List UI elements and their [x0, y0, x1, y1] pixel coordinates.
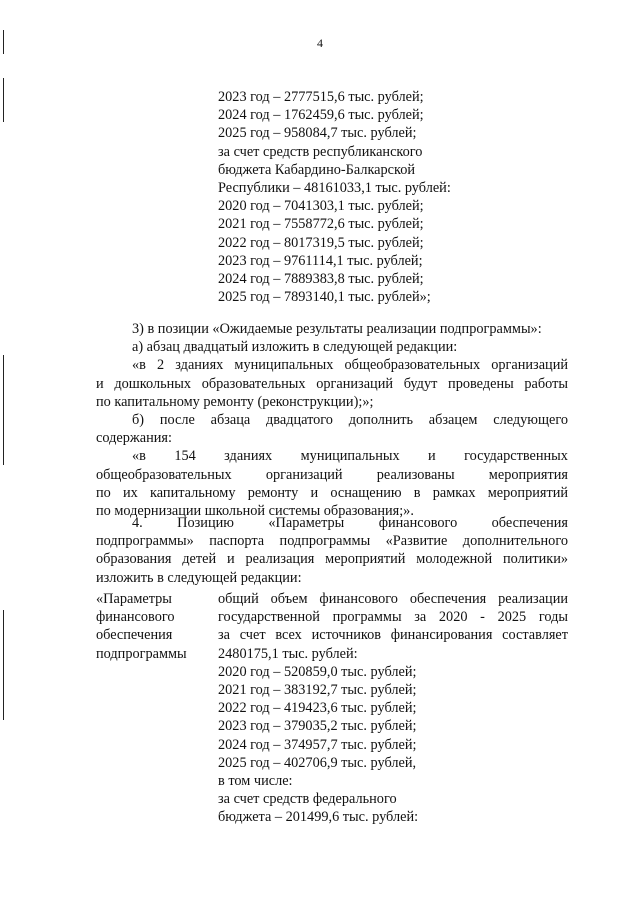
value-line: государственной программы за 2020 - 2025 годы: [218, 609, 568, 626]
word: и: [428, 448, 436, 465]
quote-line: по модернизации школьной системы образования;».: [96, 503, 414, 520]
text-line: подпрограммы» паспорта подпрограммы «Развитие дополнительного: [96, 533, 568, 550]
word: общеобразовательных: [96, 466, 232, 483]
item-4-first-line: [96, 514, 568, 532]
text-line: 2025 год – 958084,7 тыс. рублей;: [218, 125, 417, 142]
value-line: 2025 год – 402706,9 тыс. рублей,: [218, 754, 417, 771]
label-line: подпрограммы: [96, 645, 187, 662]
word: Позицию: [177, 515, 234, 531]
text-line: 2020 год – 7041303,1 тыс. рублей;: [218, 198, 424, 215]
quote-line: «в 2 зданиях муниципальных общеобразовательных организаций: [132, 357, 568, 374]
word: организаций: [265, 466, 343, 483]
page-number: 4: [317, 36, 323, 50]
word: «в: [132, 448, 146, 465]
word: 154: [174, 448, 196, 465]
quote-line-spread: [96, 466, 568, 484]
word: реализованы: [376, 466, 455, 483]
text-line: 2025 год – 7893140,1 тыс. рублей»;: [218, 289, 431, 306]
label-line: «Параметры: [96, 591, 172, 607]
word: государственных: [464, 448, 568, 465]
value-line: 2480175,1 тыс. рублей:: [218, 645, 358, 662]
value-line: 2020 год – 520859,0 тыс. рублей;: [218, 663, 417, 680]
text-line: 2023 год – 2777515,6 тыс. рублей;: [218, 89, 424, 105]
value-line: 2021 год – 383192,7 тыс. рублей;: [218, 682, 417, 699]
text-line: Республики – 48161033,1 тыс. рублей:: [218, 180, 451, 197]
word: 4.: [132, 515, 143, 531]
quote-line: по капитальному ремонту (реконструкции);»;: [96, 393, 374, 410]
item-3-heading: 3) в позиции «Ожидаемые результаты реализации подпрограммы»:: [132, 321, 542, 337]
parameters-value-column: [218, 590, 568, 827]
value-line: в том числе:: [218, 773, 293, 790]
text-line: образования детей и реализация мероприятий молодежной политики»: [96, 551, 568, 568]
word: обеспечения: [491, 515, 568, 531]
item-3b-line: содержания:: [96, 430, 172, 447]
value-line: бюджета – 201499,6 тыс. рублей:: [218, 809, 419, 826]
text-line: 2022 год – 8017319,5 тыс. рублей;: [218, 234, 424, 251]
word: финансового: [378, 515, 458, 531]
word: «Параметры: [268, 515, 345, 531]
value-line: за счет всех источников финансирования составляет: [218, 627, 568, 644]
value-line: общий объем финансового обеспечения реализации: [218, 591, 568, 607]
item-4-section: [96, 514, 568, 587]
text-line: 2024 год – 7889383,8 тыс. рублей;: [218, 271, 424, 288]
text-line: 2021 год – 7558772,6 тыс. рублей;: [218, 216, 424, 233]
word: муниципальных: [300, 448, 400, 465]
quote-line: по их капитальному ремонту и оснащению в рамках мероприятий: [96, 484, 568, 501]
text-line: за счет средств республиканского: [218, 143, 423, 160]
item-3a-line: а) абзац двадцатый изложить в следующей редакции:: [132, 339, 458, 356]
item-3-section: [96, 320, 568, 520]
value-line: 2022 год – 419423,6 тыс. рублей;: [218, 700, 417, 717]
scan-edge-mark: [3, 78, 4, 122]
scan-edge-mark: [3, 355, 4, 465]
scan-edge-mark: [3, 610, 4, 720]
quote-line-spread: [96, 447, 568, 465]
word: зданиях: [224, 448, 273, 465]
quote-line: и дошкольных образовательных организаций будут проведены работы: [96, 375, 568, 392]
value-line: 2024 год – 374957,7 тыс. рублей;: [218, 736, 417, 753]
text-line: бюджета Кабардино-Балкарской: [218, 161, 416, 178]
value-line: за счет средств федерального: [218, 791, 397, 808]
item-3b-line: б) после абзаца двадцатого дополнить абзацем следующего: [132, 412, 568, 429]
text-line: 2023 год – 9761114,1 тыс. рублей;: [218, 252, 423, 269]
value-line: 2023 год – 379035,2 тыс. рублей;: [218, 718, 417, 735]
label-line: финансового: [96, 609, 175, 626]
funding-continuation-block: [218, 88, 451, 306]
label-line: обеспечения: [96, 627, 173, 644]
parameters-label-column: [96, 590, 208, 663]
text-line: изложить в следующей редакции:: [96, 569, 302, 586]
text-line: 2024 год – 1762459,6 тыс. рублей;: [218, 107, 424, 124]
word: мероприятия: [488, 466, 568, 483]
